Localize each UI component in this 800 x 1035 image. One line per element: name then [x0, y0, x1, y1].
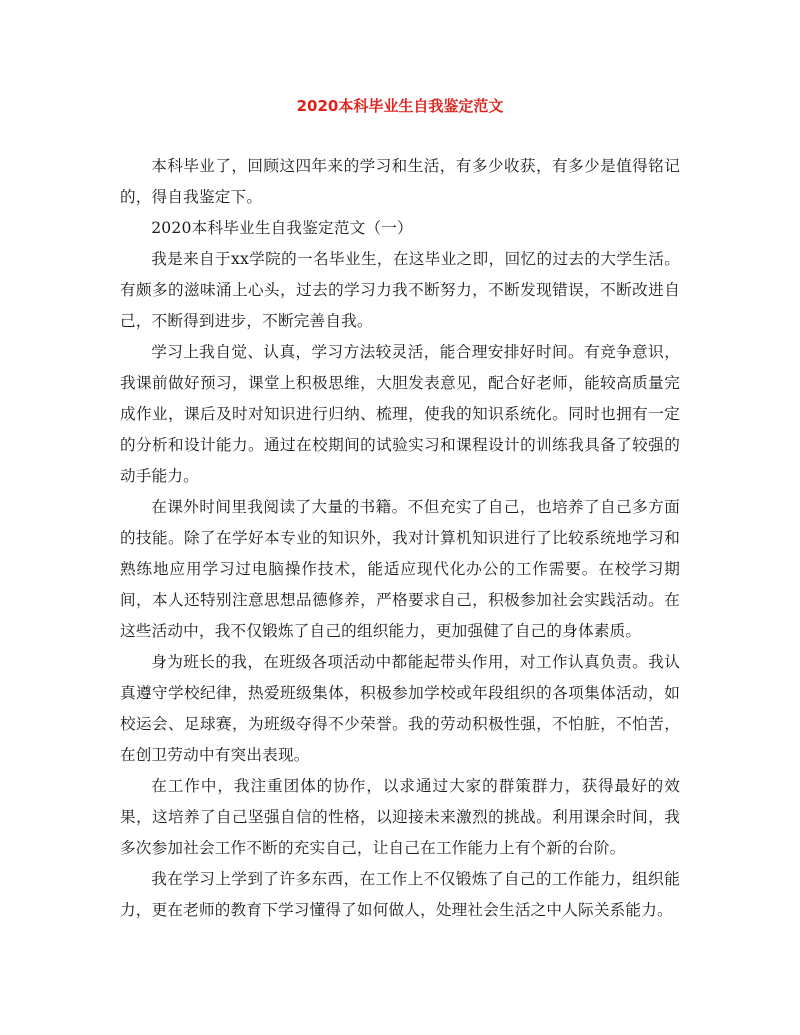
body-paragraph: 在课外时间里我阅读了大量的书籍。不但充实了自己，也培养了自己多方面的技能。除了在学好本专业的知识外，我对计算机知识进行了比较系统地学习和熟练地应用学习过电脑操作技术，能适应现代化办公的工作需要。在校学习期间，本人还特别注意思想品德修养，严格要求自己，积极参加社会实践活动。在这些活动中，我不仅锻炼了自己的组织能力，更加强健了自己的身体素质。 — [120, 498, 680, 640]
body-paragraph: 身为班长的我，在班级各项活动中都能起带头作用，对工作认真负责。我认真遵守学校纪律，热爱班级集体，积极参加学校或年段组织的各项集体活动，如校运会、足球赛，为班级夺得不少荣誉。我的劳动积极性强，不怕脏，不怕苦，在创卫劳动中有突出表现。 — [120, 653, 680, 764]
body-paragraph: 学习上我自觉、认真，学习方法较灵活，能合理安排好时间。有竞争意识，我课前做好预习，课堂上积极思维，大胆发表意见，配合好老师，能较高质量完成作业，课后及时对知识进行归纳、梳理，使我的知识系统化。同时也拥有一定的分析和设计能力。通过在校期间的试验实习和课程设计的训练我具备了较强的动手能力。 — [120, 343, 680, 485]
body-paragraph: 我是来自于xx学院的一名毕业生，在这毕业之即，回忆的过去的大学生活。有颇多的滋味涌上心头，过去的学习力我不断努力，不断发现错误，不断改进自己，不断得到进步，不断完善自我。 — [120, 250, 680, 330]
section-heading: 2020本科毕业生自我鉴定范文（一） — [151, 219, 413, 237]
intro-paragraph: 本科毕业了，回顾这四年来的学习和生活，有多少收获，有多少是值得铭记的，得自我鉴定下。 — [120, 157, 680, 206]
body-paragraph: 我在学习上学到了许多东西，在工作上不仅锻炼了自己的工作能力，组织能力，更在老师的教育下学习懂得了如何做人，处理社会生活之中人际关系能力。 — [120, 870, 680, 919]
document-title: 2020本科毕业生自我鉴定范文 — [296, 97, 504, 115]
body-paragraph: 在工作中，我注重团体的协作，以求通过大家的群策群力，获得最好的效果，这培养了自己坚强自信的性格，以迎接未来激烈的挑战。利用课余时间，我多次参加社会工作不断的充实自己，让自己在工作能力上有个新的台阶。 — [120, 777, 680, 857]
document-body — [120, 151, 680, 926]
